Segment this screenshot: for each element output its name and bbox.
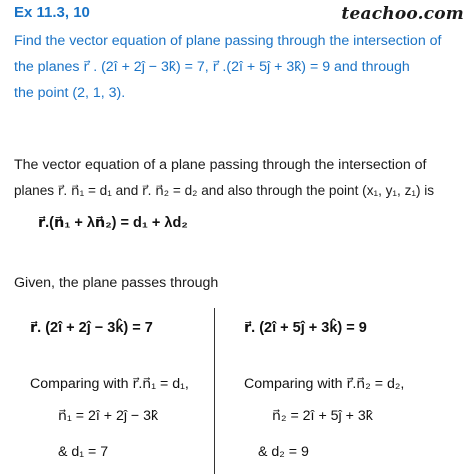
column-divider <box>214 308 215 474</box>
general-formula: r⃗.(n⃗₁ + λn⃗₂) = d₁ + λd₂ <box>38 215 188 231</box>
plane-2-equation: r⃗. (2î + 5ĵ + 3k̂) = 9 <box>244 320 367 336</box>
plane-1-d-value: & d₁ = 7 <box>58 444 109 460</box>
plane-1-normal: n⃗₁ = 2î + 2ĵ − 3k̂ <box>58 408 159 424</box>
brand-logo: teachoo.com <box>341 4 464 24</box>
exercise-title: Ex 11.3, 10 <box>14 4 90 21</box>
explanation-text <box>14 152 470 204</box>
plane-1-equation: r⃗. (2î + 2ĵ − 3k̂) = 7 <box>30 320 153 336</box>
explanation-line-1: The vector equation of a plane passing through the intersection of <box>14 157 427 173</box>
plane-2-comparing: Comparing with r⃗.n⃗₂ = d₂, <box>244 376 405 392</box>
plane-2-d-value: & d₂ = 9 <box>258 444 309 460</box>
question-text <box>14 28 466 106</box>
explanation-line-2: planes r⃗. n⃗₁ = d₁ and r⃗. n⃗₂ = d₂ and also through the point (x₁, y₁, z₁) is <box>14 183 435 198</box>
plane-1-comparing: Comparing with r⃗.n⃗₁ = d₁, <box>30 376 189 392</box>
given-statement: Given, the plane passes through <box>14 275 219 291</box>
question-line-1: Find the vector equation of plane passing through the intersection of <box>14 33 442 49</box>
question-line-3: the point (2, 1, 3). <box>14 85 126 101</box>
plane-2-normal: n⃗₂ = 2î + 5ĵ + 3k̂ <box>272 408 373 424</box>
question-line-2: the planes r⃗ . (2î + 2ĵ − 3k̂) = 7, r⃗ .(2î + 5ĵ + 3k̂) = 9 and through <box>14 59 410 75</box>
